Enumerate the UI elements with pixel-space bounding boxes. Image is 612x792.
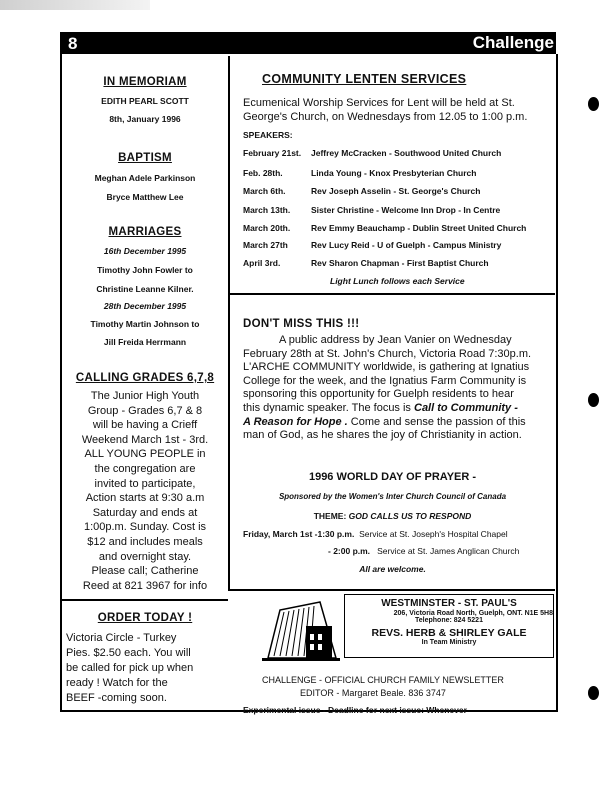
focus-rest: Come and sense the passion of this bbox=[347, 415, 526, 428]
grades-heading: CALLING GRADES 6,7,8 bbox=[75, 372, 215, 384]
newsletter-name: Challenge bbox=[472, 33, 554, 52]
speaker-name: Rev Lucy Reid - U of Guelph - Campus Ministry bbox=[311, 240, 502, 250]
speaker-name: Rev Sharon Chapman - First Baptist Church bbox=[311, 258, 489, 268]
speaker-date: March 27th bbox=[243, 240, 288, 250]
church-ministers: REVS. HERB & SHIRLEY GALE bbox=[371, 627, 527, 639]
speaker-date: March 6th. bbox=[243, 186, 286, 196]
dont-miss-line: February 28th at St. John's Church, Victoria Road 7:30p.m. bbox=[243, 347, 532, 360]
prayer-theme bbox=[230, 511, 555, 521]
church-name: WESTMINSTER - ST. PAUL'S bbox=[381, 598, 517, 609]
section-divider bbox=[230, 589, 555, 591]
speaker-row bbox=[243, 223, 526, 233]
dont-miss-line bbox=[243, 402, 553, 416]
order-body bbox=[66, 631, 232, 706]
speaker-name: Jeffrey McCracken - Southwood United Church bbox=[311, 148, 502, 158]
order-line: ready ! Watch for the bbox=[66, 677, 168, 689]
order-line: BEEF -coming soon. bbox=[66, 692, 167, 704]
focus-subtitle: A Reason for Hope . bbox=[243, 415, 348, 428]
speakers-label: SPEAKERS: bbox=[243, 130, 293, 140]
baptism-heading: BAPTISM bbox=[118, 152, 172, 164]
grades-line: Please call; Catherine bbox=[91, 565, 199, 578]
dont-miss-line bbox=[243, 416, 553, 430]
speaker-name: Rev Joseph Asselin - St. George's Church bbox=[311, 186, 481, 196]
dont-miss-body bbox=[243, 334, 553, 443]
order-heading: ORDER TODAY ! bbox=[97, 612, 193, 624]
memoriam-name: EDITH PEARL SCOTT bbox=[101, 96, 189, 106]
grades-line: will be having a Crieff bbox=[92, 419, 198, 432]
church-ministry: In Team Ministry bbox=[421, 639, 477, 646]
church-address: 206, Victoria Road North, Guelph, ONT. N1E 5H8 bbox=[393, 610, 553, 617]
grades-line: invited to participate, bbox=[94, 477, 196, 490]
scan-smudge bbox=[0, 0, 150, 10]
speaker-date: Feb. 28th. bbox=[243, 168, 283, 178]
grades-line: $12 and includes meals bbox=[87, 535, 203, 548]
grades-line: the congregation are bbox=[94, 462, 196, 475]
speaker-date: March 13th. bbox=[243, 205, 291, 215]
binder-hole-mark bbox=[588, 97, 599, 111]
speaker-row bbox=[243, 240, 501, 250]
memoriam-heading: IN MEMORIAM bbox=[103, 76, 187, 88]
memoriam-date: 8th, January 1996 bbox=[109, 114, 181, 124]
speaker-row bbox=[243, 258, 489, 268]
dont-miss-line: sponsoring this opportunity for Guelph residents to hear bbox=[243, 388, 514, 401]
speaker-name: Sister Christine - Welcome Inn Drop - In Centre bbox=[311, 205, 501, 215]
order-line: Pies. $2.50 each. You will bbox=[66, 647, 191, 659]
lenten-heading: COMMUNITY LENTEN SERVICES bbox=[262, 72, 467, 86]
marriage-date: 28th December 1995 bbox=[103, 301, 187, 311]
church-building-logo bbox=[262, 600, 340, 666]
marriage-couple: Christine Leanne Kilner. bbox=[96, 284, 194, 294]
marriage-couple: Timothy John Fowler to bbox=[97, 265, 193, 275]
dont-miss-heading: DON'T MISS THIS !!! bbox=[243, 318, 360, 330]
footer-newsletter: CHALLENGE - OFFICIAL CHURCH FAMILY NEWSLETTER bbox=[262, 675, 504, 685]
prayer-service-2 bbox=[328, 546, 519, 556]
dont-miss-line: College for the week, and the Ignatius Farm Community is bbox=[243, 374, 527, 387]
marriage-couple: Timothy Martin Johnson to bbox=[90, 319, 200, 329]
grades-line: Saturday and ends at bbox=[92, 506, 198, 519]
speaker-row bbox=[243, 168, 476, 178]
dont-miss-line: man of God, as he shares the joy of Christianity in action. bbox=[243, 429, 522, 442]
prayer-heading: 1996 WORLD DAY OF PRAYER - bbox=[308, 471, 477, 483]
grades-line: Group - Grades 6,7 & 8 bbox=[87, 404, 203, 417]
marriage-date: 16th December 1995 bbox=[103, 246, 187, 256]
page-header bbox=[60, 32, 556, 54]
marriages-heading: MARRIAGES bbox=[108, 226, 182, 238]
lenten-intro-line: George's Church, on Wednesdays from 12.05 to 1:00 p.m. bbox=[243, 111, 528, 123]
service-time: Friday, March 1st -1:30 p.m. bbox=[243, 529, 355, 539]
speaker-row bbox=[243, 186, 480, 196]
lenten-intro-line: Ecumenical Worship Services for Lent will be held at St. bbox=[243, 97, 515, 109]
baptism-name: Meghan Adele Parkinson bbox=[94, 173, 196, 183]
grades-line: and overnight stay. bbox=[98, 550, 192, 563]
grades-body bbox=[62, 389, 228, 593]
speaker-date: February 21st. bbox=[243, 148, 302, 158]
left-divider bbox=[62, 599, 228, 601]
speaker-row bbox=[243, 205, 500, 215]
theme-label: THEME: bbox=[313, 511, 347, 521]
dont-miss-line: L'ARCHE COMMUNITY worldwide, is gathering at Ignatius bbox=[243, 361, 530, 374]
lunch-note: Light Lunch follows each Service bbox=[330, 276, 465, 286]
order-line: be called for pick up when bbox=[66, 662, 194, 674]
baptism-name: Bryce Matthew Lee bbox=[106, 192, 184, 202]
grades-line: Weekend March 1st - 3rd. bbox=[81, 433, 209, 446]
marriage-couple: Jill Freida Herrmann bbox=[103, 337, 187, 347]
speaker-row bbox=[243, 148, 501, 158]
prayer-sponsor: Sponsored by the Women's Inter Church Council of Canada bbox=[278, 492, 507, 501]
focus-title: Call to Community - bbox=[414, 401, 518, 414]
grades-line: ALL YOUNG PEOPLE in bbox=[84, 448, 206, 461]
footer-deadline: Experimental issue - Deadline for next issue: Whenever bbox=[243, 705, 467, 715]
grades-line: 1:00p.m. Sunday. Cost is bbox=[83, 521, 207, 534]
service-time: - 2:00 p.m. bbox=[328, 546, 371, 556]
speaker-date: April 3rd. bbox=[243, 258, 281, 268]
binder-hole-mark bbox=[588, 393, 599, 407]
grades-line: Reed at 821 3967 for info bbox=[82, 579, 208, 592]
church-phone: Telephone: 824 5221 bbox=[415, 617, 483, 624]
church-info-box bbox=[344, 594, 554, 658]
service-place: Service at St. Joseph's Hospital Chapel bbox=[359, 529, 508, 539]
theme-text: GOD CALLS US TO RESPOND bbox=[348, 511, 472, 521]
service-place: Service at St. James Anglican Church bbox=[377, 546, 520, 556]
focus-lead: this dynamic speaker. The focus is bbox=[243, 401, 414, 414]
grades-line: Action starts at 9:30 a.m bbox=[85, 492, 205, 505]
dont-miss-line: A public address by Jean Vanier on Wednesday bbox=[279, 334, 512, 346]
prayer-welcome: All are welcome. bbox=[359, 564, 426, 574]
order-line: Victoria Circle - Turkey bbox=[66, 632, 177, 644]
lenten-intro bbox=[243, 96, 527, 124]
speaker-name: Rev Emmy Beauchamp - Dublin Street United Church bbox=[311, 223, 527, 233]
binder-hole-mark bbox=[588, 686, 599, 700]
lenten-divider bbox=[230, 293, 555, 295]
prayer-service-1 bbox=[243, 529, 508, 539]
page-number: 8 bbox=[68, 34, 78, 53]
grades-line: The Junior High Youth bbox=[90, 390, 200, 402]
speaker-name: Linda Young - Knox Presbyterian Church bbox=[311, 168, 477, 178]
footer-editor: EDITOR - Margaret Beale. 836 3747 bbox=[300, 688, 446, 698]
speaker-date: March 20th. bbox=[243, 223, 291, 233]
